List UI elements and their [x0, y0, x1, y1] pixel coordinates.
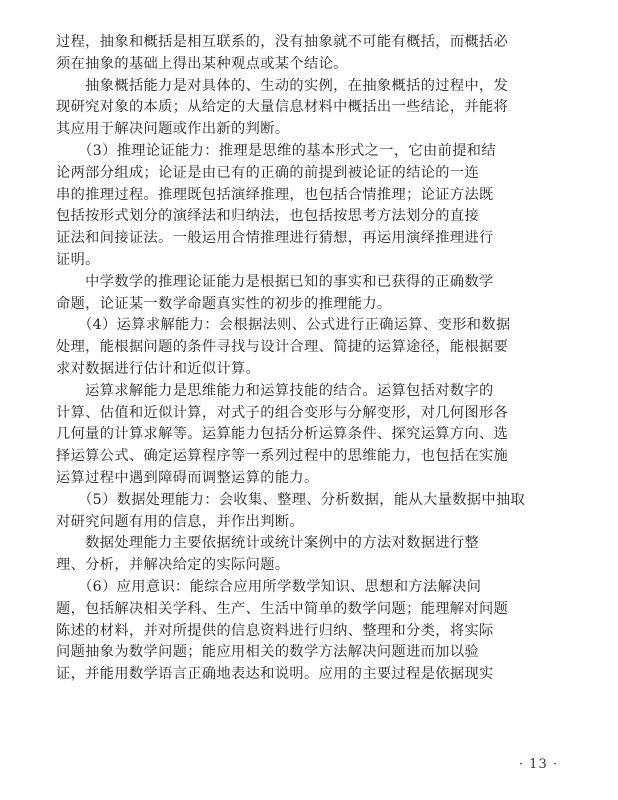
text-line: 中学数学的推理论证能力是根据已知的事实和已获得的正确数学: [56, 273, 494, 290]
paragraph: [56, 141, 574, 272]
paragraph: [56, 272, 574, 316]
text-line: 串的推理过程。推理既包括演绎推理，也包括合情推理；论证方法既: [56, 186, 494, 203]
paragraph: [56, 533, 574, 577]
text-line: 证明。: [56, 251, 100, 268]
body-text: [56, 32, 574, 686]
paragraph: [56, 32, 574, 76]
text-line: （6）应用意识：能综合应用所学数学知识、思想和方法解决问: [56, 578, 482, 595]
paragraph: [56, 577, 574, 686]
text-line: 运算求解能力是思维能力和运算技能的结合。运算包括对数字的: [56, 382, 494, 399]
text-line: 对研究问题有用的信息，并作出判断。: [56, 513, 304, 530]
text-line: 过程，抽象和概括是相互联系的，没有抽象就不可能有概括，而概括必: [56, 34, 509, 50]
paragraph: [56, 381, 574, 490]
text-line: 择运算公式、确定运算程序等一系列过程中的思维能力，也包括在实施: [56, 448, 509, 465]
text-line: 抽象概括能力是对具体的、生动的实例，在抽象概括的过程中，发: [56, 77, 509, 94]
paragraph: [56, 76, 574, 141]
text-line: 命题，论证某一数学命题真实性的初步的推理能力。: [56, 295, 392, 312]
paragraph: [56, 315, 574, 380]
text-line: 运算过程中遇到障碍而调整运算的能力。: [56, 469, 319, 486]
text-line: 包括按形式划分的演绎法和归纳法，也包括按思考方法划分的直接: [56, 208, 480, 225]
text-line: 须在抽象的基础上得出某种观点或某个结论。: [56, 55, 348, 72]
text-line: 几何量的计算求解等。运算能力包括分析运算条件、探究运算方向、选: [56, 426, 509, 443]
page-number: · 13 ·: [518, 757, 558, 772]
text-line: 陈述的材料，并对所提供的信息资料进行归纳、整理和分类，将实际: [56, 622, 494, 639]
text-line: 其应用于解决问题或作出新的判断。: [56, 121, 290, 138]
text-line: 计算、估值和近似计算，对式子的组合变形与分解变形，对几何图形各: [56, 404, 509, 421]
text-line: （3）推理论证能力：推理是思维的基本形式之一，它由前提和结: [56, 142, 496, 159]
text-line: 论两部分组成；论证是由已有的正确的前提到被论证的结论的一连: [56, 164, 480, 181]
text-line: 数据处理能力主要依据统计或统计案例中的方法对数据进行整: [56, 535, 480, 552]
text-line: （5）数据处理能力：会收集、整理、分析数据，能从大量数据中抽取: [56, 491, 526, 508]
text-line: 证，并能用数学语言正确地表达和说明。应用的主要过程是依据现实: [56, 666, 494, 683]
text-line: 题，包括解决相关学科、生产、生活中简单的数学问题；能理解对问题: [56, 600, 509, 617]
text-line: 理、分析，并解决给定的实际问题。: [56, 557, 290, 574]
text-line: 证法和间接证法。一般运用合情推理进行猜想，再运用演绎推理进行: [56, 230, 494, 247]
text-line: （4）运算求解能力：会根据法则、公式进行正确运算、变形和数据: [56, 317, 511, 334]
text-line: 现研究对象的本质；从给定的大量信息材料中概括出一些结论，并能将: [56, 99, 509, 116]
text-line: 问题抽象为数学问题；能应用相关的数学方法解决问题进而加以验: [56, 644, 480, 661]
text-line: 处理，能根据问题的条件寻找与设计合理、简捷的运算途径，能根据要: [56, 339, 509, 356]
text-line: 求对数据进行估计和近似计算。: [56, 360, 261, 377]
paragraph: [56, 490, 574, 534]
